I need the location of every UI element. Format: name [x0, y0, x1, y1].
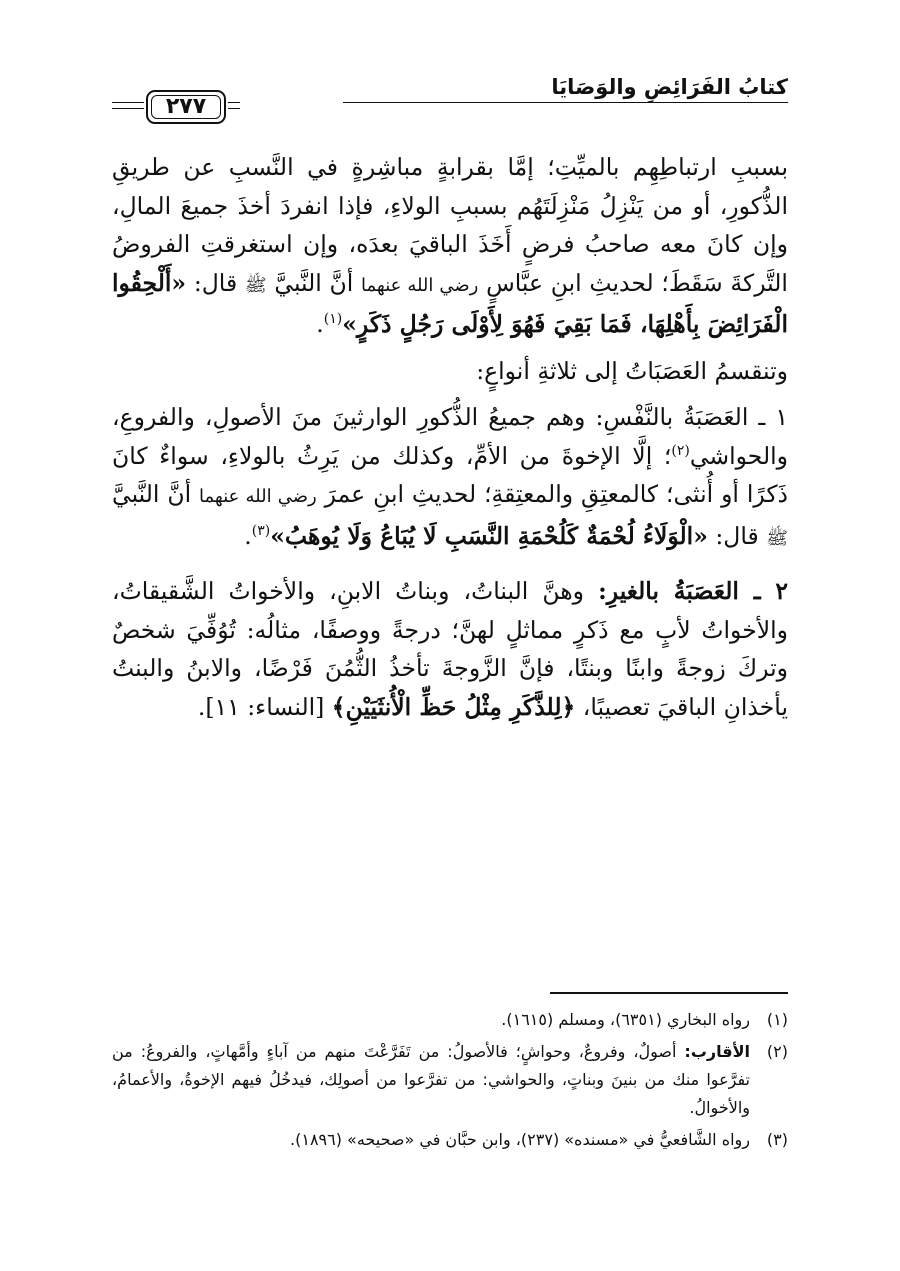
p1-text-c: قال:	[193, 268, 238, 297]
footnote-text: رواه البخاري (٦٣٥١)، ومسلم (١٦١٥).	[501, 1010, 750, 1029]
footnote-number: (١)	[766, 1010, 788, 1029]
hadith-text-1: «أَلْحِقُوا الْفَرَائِضَ بِأَهْلِهَا، فَمَا بَقِيَ فَهُوَ لِأَوْلَى رَجُلٍ ذَكَرٍ»	[112, 268, 788, 338]
header-ornament-right	[228, 102, 240, 112]
footnote-text	[112, 1038, 750, 1122]
p4-term: ٢ ـ العَصَبَةُ بالغيرِ:	[598, 577, 788, 605]
footnote-text: رواه الشَّافعيُّ في «مسنده» (٢٣٧)، وابن حبَّان في «صحيحه» (١٨٩٦).	[290, 1130, 750, 1149]
header-rule	[343, 102, 788, 103]
footnote-body: أصولٌ، وفروعٌ، وحواشٍ؛ فالأصولُ: من تَفَرَّعْتَ منهم من آباءٍ وأمَّهاتٍ، والفروعُ: من تفرَّعوا منك من بنينَ وبناتٍ، والحواشي: من تفرَّعوا من أصولِك، فيدخُلُ فيهم الإخوةُ، والأعمامُ، والأخوالُ.	[112, 1042, 750, 1117]
footnote-number: (٣)	[766, 1130, 788, 1149]
p3-text-b: ؛ إلَّا الإخوةَ من الأمِّ، وكذلك من يَرِثُ بالولاءِ، سواءٌ كانَ ذَكرًا أو أُنثى؛ كالمعتِقِ والمعتِقةِ؛ لحديثِ ابنِ عمرَ	[112, 441, 788, 508]
p3-text-a: وهم جميعُ الذُّكورِ الوارثينَ منَ الأصولِ، والفروعِ، والحواشي	[112, 403, 788, 470]
p3-end: .	[244, 521, 252, 550]
page-number-frame	[146, 90, 226, 124]
footnote-ref-1: (١)	[323, 311, 343, 328]
footnote-number: (٢)	[766, 1042, 788, 1061]
honorific-salla-allahu-alayhi: ﷺ	[244, 274, 267, 296]
p1-end: .	[316, 310, 324, 338]
p4-text-a: وهنَّ البناتُ، وبناتُ الابنِ، والأخواتُ الشَّقيقاتُ، والأخواتُ لأبٍ مع ذَكرٍ مماثلٍ لهنَّ؛ درجةً ووصفًا، مثالُه: تُوُفِّيَ شخصٌ وتركَ زوجةً وابنًا وبنتًا، فإنَّ الزَّوجةَ تأخذُ الثُّمُنَ فَرْضًا، والابنُ والبنتُ يأخذانِ الباقيَ تعصيبًا،	[112, 577, 788, 721]
p3-text-c: أنَّ النَّبيَّ	[112, 480, 192, 508]
quran-citation: [النساء: ١١].	[197, 692, 325, 721]
running-header	[112, 72, 788, 128]
footnote-term: الأقارب:	[684, 1042, 750, 1061]
footnote-ref-2: (٢)	[671, 442, 690, 459]
footnote-2	[112, 1038, 788, 1122]
p3-term: ١ ـ العَصَبَةُ بالنَّفْسِ:	[595, 403, 788, 431]
footnote-separator	[550, 992, 788, 994]
hadith-text-2: «الْوَلَاءُ لُحْمَةٌ كَلُحْمَةِ النَّسَبِ لَا يُبَاعُ وَلَا يُوهَبُ»	[270, 521, 708, 550]
paragraph-2	[112, 352, 788, 391]
footnotes	[112, 1006, 788, 1158]
paragraph-1	[112, 148, 788, 344]
header-ornament-left	[112, 102, 144, 112]
honorific-salla-allahu-alayhi-2: ﷺ	[766, 527, 788, 549]
footnote-3	[112, 1126, 788, 1154]
page-number: ٢٧٧	[165, 94, 207, 119]
book-title: كتابُ الفَرَائِضِ والوَصَايَا	[551, 75, 788, 99]
p1-text-b: أنَّ النَّبيَّ	[274, 268, 354, 297]
honorific-radiallahu-anhuma: رضي الله عنهما	[361, 274, 479, 296]
p3-text-d: قال:	[715, 521, 759, 550]
footnote-1	[112, 1006, 788, 1034]
main-text	[112, 148, 788, 726]
p1-text-a: بسببِ ارتباطِهِم بالميِّتِ؛ إمَّا بقرابةٍ مباشِرةٍ في النَّسبِ عن طريقِ الذُّكورِ، أو من يَنْزِلُ مَنْزِلَتَهُم بسببِ الولاءِ، فإذا انفردَ أخذَ جميعَ المالِ، وإن كانَ معه صاحبُ فرضٍ أَخَذَ الباقيَ بعدَه، وإن استغرقتِ الفروضُ التَّركةَ سَقَطَ؛ لحديثِ ابنِ عبَّاسٍ	[112, 153, 788, 297]
quran-verse: ﴿لِلذَّكَرِ مِثْلُ حَظِّ الْأُنثَيَيْنِ﴾	[331, 692, 576, 721]
p2-text: وتنقسمُ العَصَبَاتُ إلى ثلاثةِ أنواعٍ:	[476, 356, 788, 385]
paragraph-4	[112, 572, 788, 726]
honorific-radiallahu-anhuma-2: رضي الله عنهما	[199, 486, 317, 507]
footnote-ref-3: (٣)	[251, 522, 271, 539]
paragraph-3	[112, 398, 788, 558]
